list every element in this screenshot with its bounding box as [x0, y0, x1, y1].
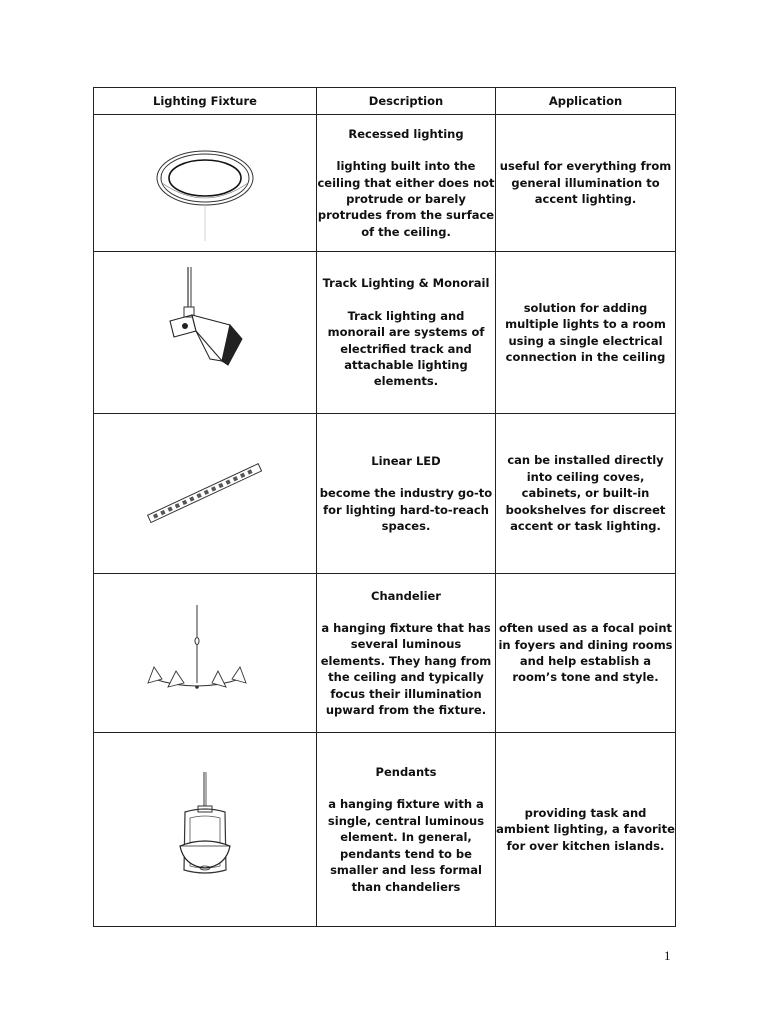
lighting-fixture-table [93, 87, 676, 927]
description-cell [317, 252, 496, 414]
fixture-description: lighting built into the ceiling that either does not protrude or barely protrudes from the surface of the ceiling. [317, 159, 495, 239]
fixture-application: often used as a focal point in foyers and dining rooms and help establish a room’s tone and style. [498, 621, 673, 685]
fixture-image-cell [94, 574, 317, 733]
description-cell [317, 733, 496, 927]
pendant-light-icon [160, 770, 250, 890]
recessed-light-icon [150, 123, 260, 243]
table-row [94, 574, 676, 733]
table-row [94, 414, 676, 574]
page-number: 1 [664, 948, 671, 963]
fixture-image-cell [94, 115, 317, 252]
description-cell [317, 574, 496, 733]
fixture-application: can be installed directly into ceiling coves, cabinets, or built-in bookshelves for discreet accent or task lighting. [505, 453, 666, 534]
fixture-name: Chandelier [371, 588, 441, 603]
table-row [94, 733, 676, 927]
fixture-application: providing task and ambient lighting, a favorite for over kitchen islands. [496, 805, 675, 853]
fixture-description: a hanging fixture that has several luminous elements. They hang from the ceiling and typically focus their illumination upward from the fixture. [320, 620, 492, 718]
fixture-image-cell [94, 414, 317, 574]
led-strip-icon [140, 454, 270, 534]
fixture-name: Pendants [375, 765, 437, 780]
application-cell [496, 733, 676, 927]
table-row [94, 252, 676, 414]
fixture-application: solution for adding multiple lights to a room using a single electrical connection in the ceiling [505, 300, 666, 364]
table-row [94, 115, 676, 252]
header-fixture: Lighting Fixture [94, 88, 317, 115]
fixture-image-cell [94, 733, 317, 927]
fixture-image-cell [94, 252, 317, 414]
application-cell [496, 252, 676, 414]
description-cell [317, 414, 496, 574]
table-header-row [94, 88, 676, 115]
header-description: Description [317, 88, 496, 115]
fixture-description: a hanging fixture with a single, central luminous element. In general, pendants tend to be smaller and less formal than chandeliers [327, 797, 485, 894]
fixture-application: useful for everything from general illumination to accent lighting. [499, 159, 672, 207]
application-cell [496, 115, 676, 252]
fixture-name: Track Lighting & Monorail [322, 276, 490, 291]
description-cell [317, 115, 496, 252]
fixture-description: Track lighting and monorail are systems of electrified track and attachable lighting elements. [327, 308, 485, 389]
fixture-name: Recessed lighting [348, 126, 464, 141]
chandelier-icon [140, 603, 270, 703]
header-application: Application [496, 88, 676, 115]
application-cell [496, 574, 676, 733]
application-cell [496, 414, 676, 574]
fixture-name: Linear LED [371, 453, 441, 468]
fixture-description: become the industry go-to for lighting hard-to-reach spaces. [319, 486, 493, 533]
track-light-icon [150, 263, 260, 403]
